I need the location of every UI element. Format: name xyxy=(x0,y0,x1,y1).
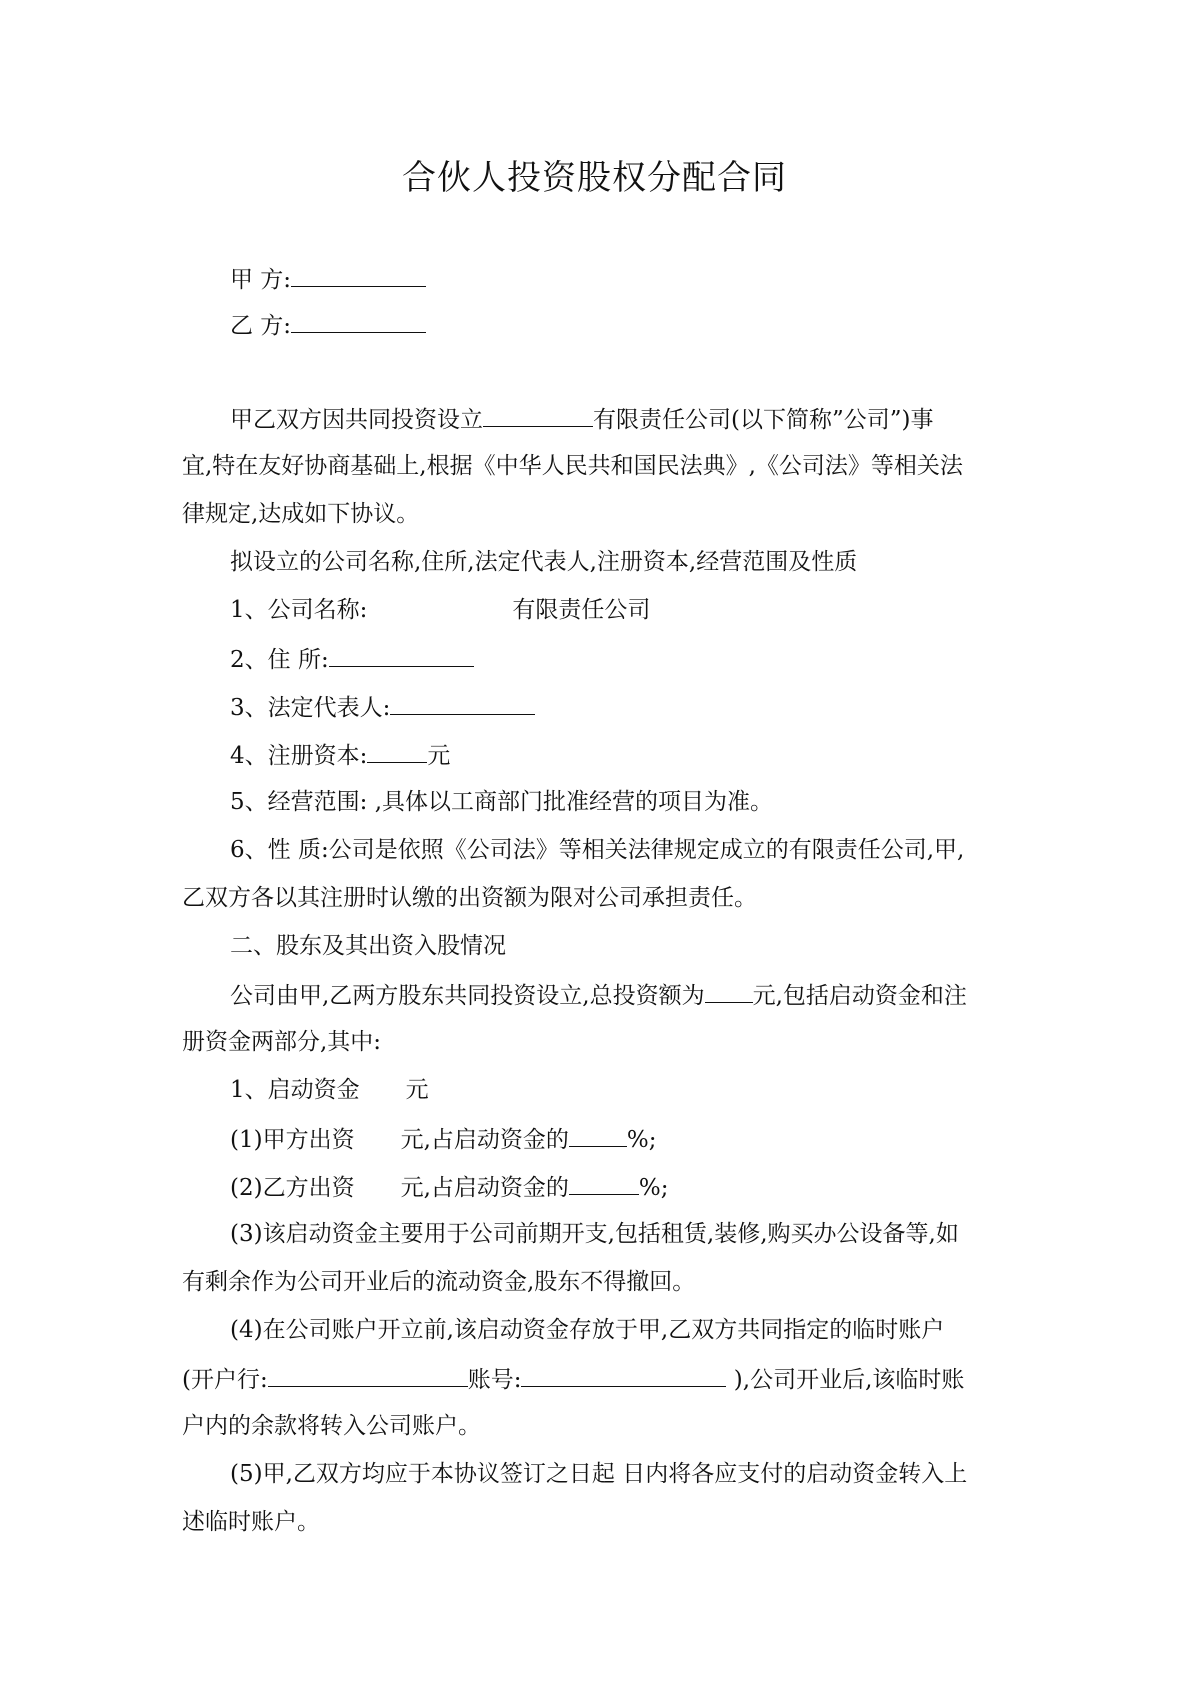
p5-line-2: 述临时账户。 xyxy=(182,1509,320,1535)
invest-line-1 xyxy=(230,978,967,1012)
startup-unit: 元 xyxy=(405,1077,429,1103)
item1-label: 1、公司名称: xyxy=(230,597,368,623)
total-invest-blank[interactable] xyxy=(705,978,753,1003)
startup-label: 1、启动资金 xyxy=(230,1077,360,1103)
party-b-label: 乙 方: xyxy=(230,313,292,339)
a-contrib-mid: 元,占启动资金的 xyxy=(400,1127,569,1153)
intro-text-a: 甲乙双方因共同投资设立 xyxy=(230,407,483,433)
item6-line-2: 乙双方各以其注册时认缴的出资额为限对公司承担责任。 xyxy=(182,885,757,911)
p4-line-1: (4)在公司账户开立前,该启动资金存放于甲,乙双方共同指定的临时账户 xyxy=(230,1317,945,1343)
bank-blank[interactable] xyxy=(268,1362,468,1387)
item3-label: 3、法定代表人: xyxy=(230,695,391,721)
account-blank[interactable] xyxy=(521,1362,726,1387)
legal-rep-blank[interactable] xyxy=(390,690,535,715)
b-contrib-label: (2)乙方出资 xyxy=(230,1175,355,1201)
intro-line-2: 宜,特在友好协商基础上,根据《中华人民共和国民法典》,《公司法》等相关法 xyxy=(182,453,963,479)
item4-suffix: 元 xyxy=(427,743,451,769)
item1-line xyxy=(230,594,650,626)
capital-blank[interactable] xyxy=(367,738,427,763)
invest-text-b: 元,包括启动资金和注 xyxy=(752,983,967,1009)
party-a-blank[interactable] xyxy=(291,262,426,287)
item4-label: 4、注册资本: xyxy=(230,743,368,769)
p3-line-2: 有剩余作为公司开业后的流动资金,股东不得撤回。 xyxy=(182,1269,696,1295)
a-contrib-line xyxy=(230,1122,657,1156)
p4-text-a: (开户行: xyxy=(182,1367,268,1393)
party-b-blank[interactable] xyxy=(291,308,426,333)
party-b-line xyxy=(230,308,426,342)
a-contrib-end: %; xyxy=(626,1127,657,1153)
p4-line-2 xyxy=(182,1362,964,1396)
a-percent-blank[interactable] xyxy=(569,1122,627,1147)
b-contrib-mid: 元,占启动资金的 xyxy=(400,1175,569,1201)
company-name-blank[interactable] xyxy=(483,402,593,427)
b-contrib-end: %; xyxy=(638,1175,669,1201)
p5-line-1: (5)甲,乙双方均应于本协议签订之日起 日内将各应支付的启动资金转入上 xyxy=(230,1461,968,1487)
intro-line-1 xyxy=(230,402,933,436)
item2-line xyxy=(230,642,474,676)
b-contrib-line xyxy=(230,1170,669,1204)
item3-line xyxy=(230,690,535,724)
section2-heading: 二、股东及其出资入股情况 xyxy=(230,933,506,959)
party-a-line xyxy=(230,262,426,296)
item2-label: 2、住 所: xyxy=(230,647,329,673)
intro-line-3: 律规定,达成如下协议。 xyxy=(182,501,420,527)
a-contrib-label: (1)甲方出资 xyxy=(230,1127,355,1153)
section1-heading: 拟设立的公司名称,住所,法定代表人,注册资本,经营范围及性质 xyxy=(230,549,858,575)
document-title: 合伙人投资股权分配合同 xyxy=(402,158,787,198)
p4-text-c: ),公司开业后,该临时账 xyxy=(726,1367,965,1393)
p4-text-b: 账号: xyxy=(467,1367,522,1393)
item6-line-1: 6、性 质:公司是依照《公司法》等相关法律规定成立的有限责任公司,甲, xyxy=(230,837,965,863)
intro-text-b: 有限责任公司(以下简称”公司”)事 xyxy=(593,407,934,433)
item5-line: 5、经营范围: ,具体以工商部门批准经营的项目为准。 xyxy=(230,789,774,815)
p3-line-1: (3)该启动资金主要用于公司前期开支,包括租赁,装修,购买办公设备等,如 xyxy=(230,1221,959,1247)
item1-suffix: 有限责任公司 xyxy=(512,597,651,623)
invest-line-2: 册资金两部分,其中: xyxy=(182,1029,382,1055)
address-blank[interactable] xyxy=(329,642,474,667)
p4-line-3: 户内的余款将转入公司账户。 xyxy=(182,1413,481,1439)
b-percent-blank[interactable] xyxy=(569,1170,639,1195)
invest-text-a: 公司由甲,乙两方股东共同投资设立,总投资额为 xyxy=(230,983,705,1009)
startup-line xyxy=(230,1074,429,1106)
item4-line xyxy=(230,738,450,772)
party-a-label: 甲 方: xyxy=(230,267,292,293)
